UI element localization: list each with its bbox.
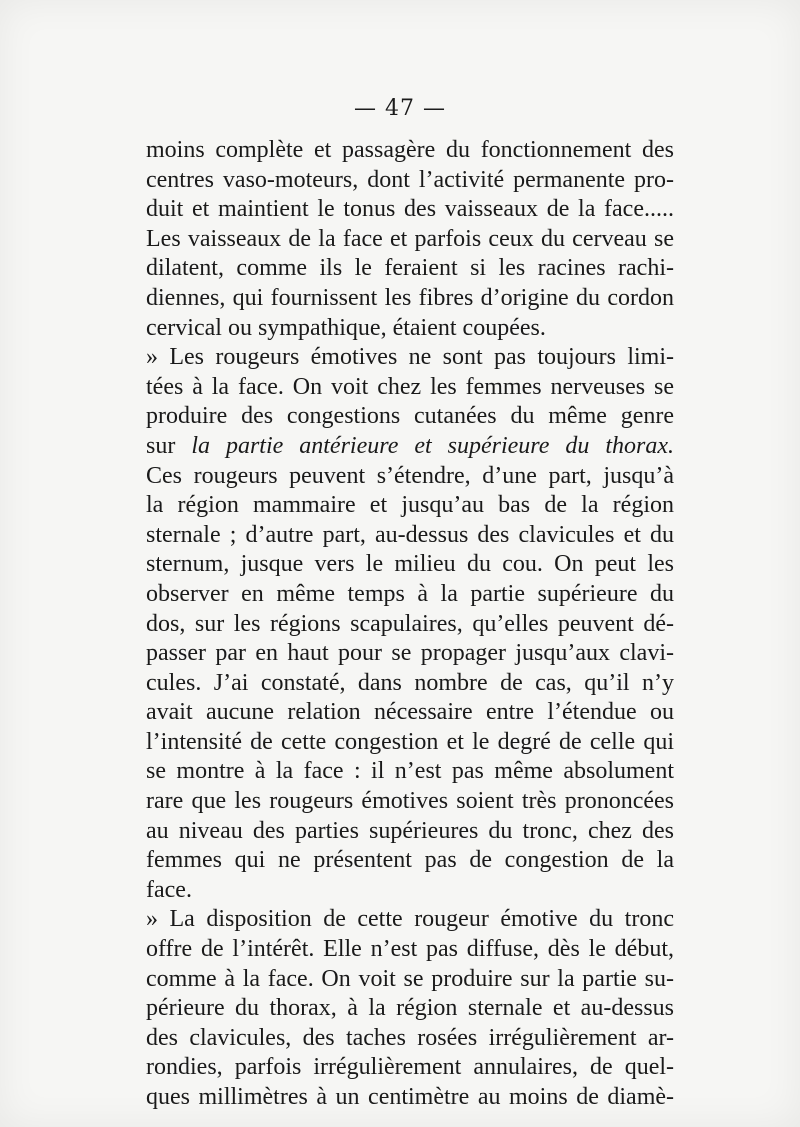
text-line: dilatent, comme ils le feraient si les racines rachi- bbox=[146, 255, 674, 282]
page-number: — 47 — bbox=[354, 96, 446, 121]
italic-phrase: la partie antérieure et supérieure du thorax. bbox=[191, 432, 674, 459]
text-line: périeure du thorax, à la région sternale et au-dessus bbox=[146, 995, 674, 1022]
text-line: cervical ou sympathique, étaient coupées. bbox=[146, 314, 546, 341]
text-line: tées à la face. On voit chez les femmes nerveuses se bbox=[146, 373, 674, 400]
text-line: dos, sur les régions scapulaires, qu’elles peuvent dé- bbox=[146, 610, 674, 637]
text-line: au niveau des parties supérieures du tronc, chez des bbox=[146, 817, 674, 844]
text-line: duit et maintient le tonus des vaisseaux de la face..... bbox=[146, 196, 674, 223]
text-line: Les vaisseaux de la face et parfois ceux du cerveau se bbox=[146, 225, 674, 252]
text-line: ques millimètres à un centimètre au moins de diamè- bbox=[146, 1084, 674, 1110]
text-line: face. bbox=[146, 876, 192, 903]
text-line: » Les rougeurs émotives ne sont pas toujours limi- bbox=[146, 344, 674, 371]
text-line: femmes qui ne présentent pas de congestion de la bbox=[146, 847, 674, 874]
text-line: centres vaso-moteurs, dont l’activité permanente pro- bbox=[146, 166, 674, 193]
text-line: observer en même temps à la partie supérieure du bbox=[146, 580, 674, 607]
text-line: comme à la face. On voit se produire sur la partie su- bbox=[146, 965, 674, 992]
text-line: diennes, qui fournissent les fibres d’origine du cordon bbox=[146, 284, 674, 311]
italic-prefix: sur bbox=[146, 432, 192, 459]
text-line: sternum, jusque vers le milieu du cou. On peut les bbox=[146, 551, 674, 578]
text-line: Ces rougeurs peuvent s’étendre, d’une part, jusqu’à bbox=[146, 462, 674, 489]
text-line: rondies, parfois irrégulièrement annulaires, de quel- bbox=[146, 1054, 674, 1081]
text-line-italic bbox=[146, 432, 674, 462]
text-line: la région mammaire et jusqu’au bas de la région bbox=[146, 492, 674, 519]
text-line: sternale ; d’autre part, au-dessus des clavicules et du bbox=[146, 521, 674, 548]
text-line: l’intensité de cette congestion et le degré de celle qui bbox=[146, 728, 674, 755]
body-text bbox=[146, 136, 674, 1113]
text-line: passer par en haut pour se propager jusqu’aux clavi- bbox=[146, 640, 674, 667]
text-line: moins complète et passagère du fonctionnement des bbox=[146, 137, 674, 163]
text-line: des clavicules, des taches rosées irrégulièrement ar- bbox=[146, 1024, 674, 1051]
text-line: produire des congestions cutanées du même genre bbox=[146, 403, 674, 430]
text-line: cules. J’ai constaté, dans nombre de cas, qu’il n’y bbox=[146, 669, 674, 696]
text-line: avait aucune relation nécessaire entre l’étendue ou bbox=[146, 699, 674, 726]
text-line: » La disposition de cette rougeur émotive du tronc bbox=[146, 906, 674, 933]
text-line: rare que les rougeurs émotives soient très prononcées bbox=[146, 788, 674, 815]
text-line: offre de l’intérêt. Elle n’est pas diffuse, dès le début, bbox=[146, 936, 674, 963]
text-line: se montre à la face : il n’est pas même absolument bbox=[146, 758, 674, 785]
